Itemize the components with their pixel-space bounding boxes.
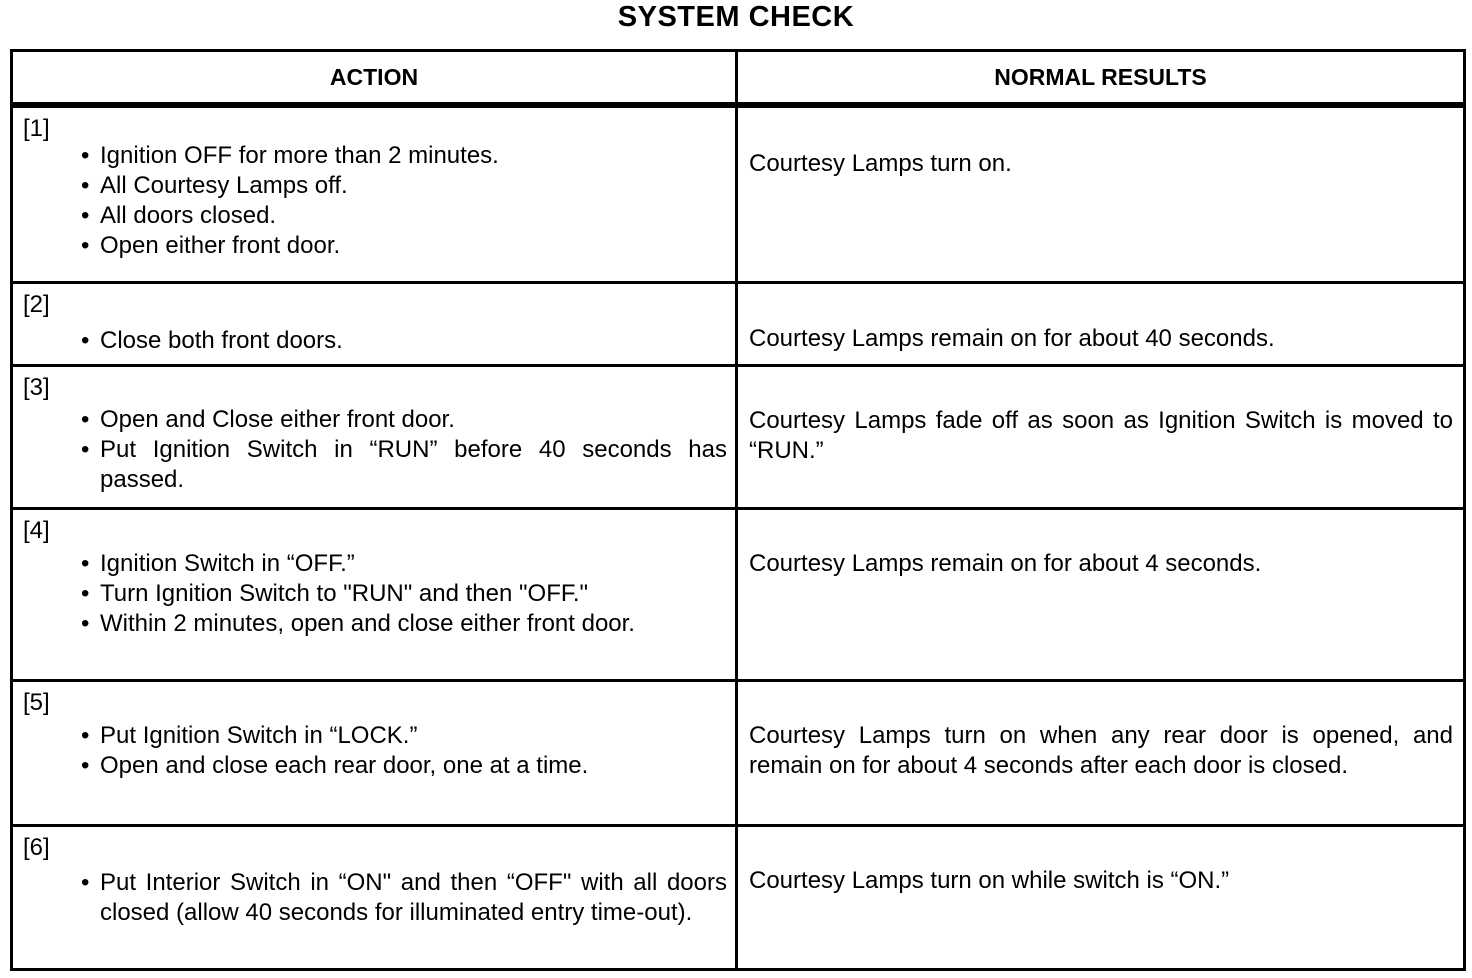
bullet-icon: •	[81, 202, 90, 229]
action-item: • Put Ignition Switch in “LOCK.”	[81, 721, 418, 749]
result-text: Courtesy Lamps remain on for about 4 seconds.	[749, 549, 1262, 577]
result-text: Courtesy Lamps fade off as soon as Ignition Switch is moved to “RUN.”	[749, 406, 1453, 464]
action-cell	[12, 825, 737, 969]
table-row	[12, 105, 1465, 282]
step-number: [3]	[23, 373, 50, 401]
result-text: Courtesy Lamps remain on for about 40 seconds.	[749, 324, 1275, 352]
result-text: Courtesy Lamps turn on when any rear door is opened, and remain on for about 4 seconds after each door is closed.	[749, 721, 1453, 779]
step-number: [5]	[23, 688, 50, 716]
bullet-icon: •	[81, 405, 90, 433]
table-row	[12, 508, 1465, 680]
action-cell	[12, 508, 737, 680]
bullet-icon: •	[81, 609, 90, 637]
table-row	[12, 825, 1465, 969]
header-row	[12, 51, 1465, 106]
bullet-icon: •	[81, 435, 90, 463]
action-cell	[12, 105, 737, 282]
results-column-header: NORMAL RESULTS	[737, 51, 1465, 106]
page-title: SYSTEM CHECK	[617, 1, 855, 33]
action-item: • All Courtesy Lamps off.	[81, 172, 348, 199]
result-cell	[737, 105, 1465, 282]
result-cell	[737, 282, 1465, 365]
action-item: • All doors closed.	[81, 202, 277, 229]
result-text: Courtesy Lamps turn on while switch is “ON.”	[749, 866, 1230, 894]
action-column-header: ACTION	[12, 51, 737, 106]
result-cell	[737, 365, 1465, 508]
result-text: Courtesy Lamps turn on.	[749, 150, 1012, 177]
system-check-table	[10, 49, 1466, 971]
step-number: [2]	[23, 290, 50, 318]
bullet-icon: •	[81, 579, 90, 607]
step-number: [4]	[23, 516, 50, 544]
step-number: [6]	[23, 833, 50, 861]
action-item: • Ignition OFF for more than 2 minutes.	[81, 142, 499, 169]
bullet-icon: •	[81, 751, 90, 779]
action-item: • Put Ignition Switch in “RUN” before 40 seconds has passed.	[81, 435, 727, 493]
bullet-icon: •	[81, 232, 90, 259]
bullet-icon: •	[81, 326, 90, 354]
action-item: • Within 2 minutes, open and close either front door.	[81, 609, 635, 637]
result-cell	[737, 680, 1465, 825]
action-cell	[12, 365, 737, 508]
action-item: • Put Interior Switch in “ON" and then “OFF" with all doors closed (allow 40 seconds for illuminated entry time-out).	[81, 868, 727, 926]
table-row	[12, 680, 1465, 825]
action-item: • Ignition Switch in “OFF.”	[81, 549, 355, 577]
action-item: • Open and close each rear door, one at a time.	[81, 751, 589, 779]
result-cell	[737, 825, 1465, 969]
action-cell	[12, 680, 737, 825]
table-row	[12, 282, 1465, 365]
step-number: [1]	[23, 115, 50, 142]
action-item: • Open and Close either front door.	[81, 405, 455, 433]
bullet-icon: •	[81, 868, 90, 896]
action-item: • Close both front doors.	[81, 326, 343, 354]
bullet-icon: •	[81, 549, 90, 577]
bullet-icon: •	[81, 172, 90, 199]
result-cell	[737, 508, 1465, 680]
bullet-icon: •	[81, 721, 90, 749]
action-cell	[12, 282, 737, 365]
action-item: • Turn Ignition Switch to "RUN" and then "OFF."	[81, 579, 589, 607]
action-item: • Open either front door.	[81, 232, 341, 259]
table-row	[12, 365, 1465, 508]
bullet-icon: •	[81, 142, 90, 169]
